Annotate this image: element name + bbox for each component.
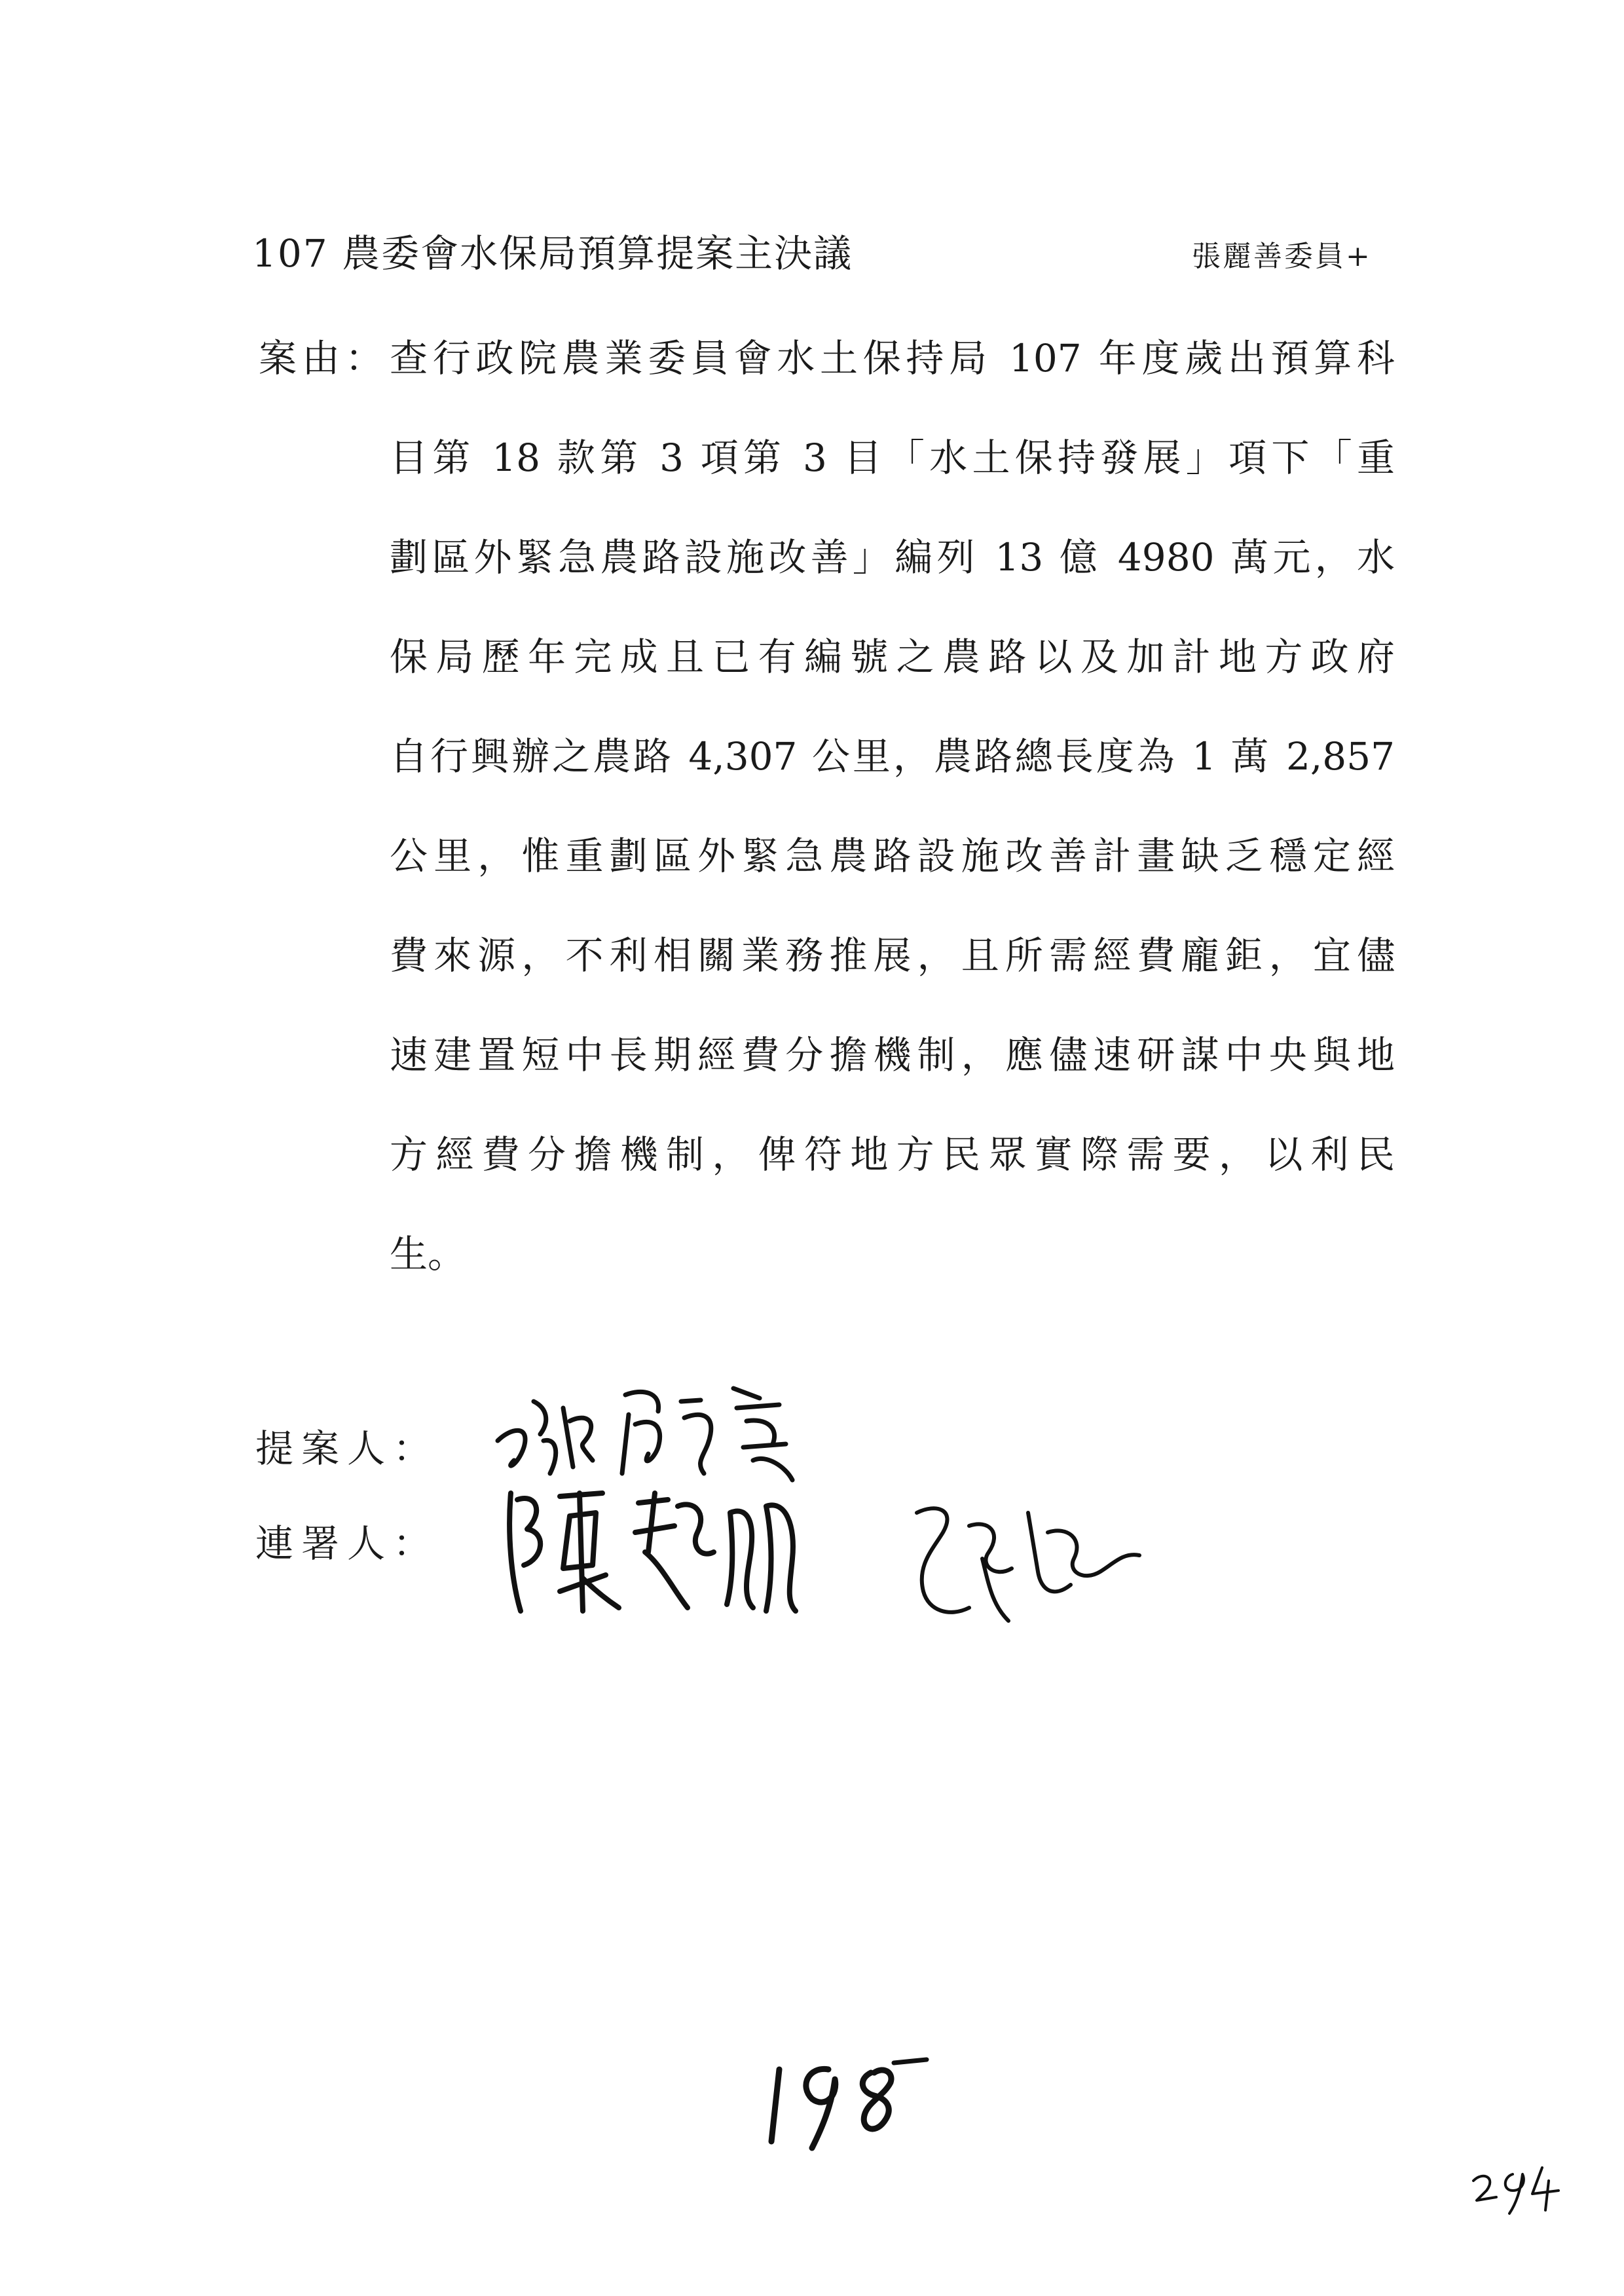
reason-line: 公里，惟重劃區外緊急農路設施改善計畫缺乏穩定經 bbox=[390, 834, 1395, 878]
proposer-label: 提案人： bbox=[255, 1426, 439, 1471]
reason-line: 劃區外緊急農路設施改善」編列 13 億 4980 萬元，水 bbox=[390, 535, 1395, 580]
cosigner-signature bbox=[897, 1487, 1172, 1644]
document-title: 107 農委會水保局預算提案主決議 bbox=[252, 231, 853, 276]
handwritten-corner-number bbox=[1467, 2161, 1572, 2220]
handwritten-page-number bbox=[753, 2043, 936, 2155]
cosigner-signature bbox=[498, 1467, 838, 1637]
reason-line: 目第 18 款第 3 項第 3 目「水土保持發展」項下「重 bbox=[390, 435, 1395, 480]
reason-label: 案由： bbox=[259, 336, 389, 380]
reason-line: 速建置短中長期經費分擔機制，應儘速研謀中央與地 bbox=[390, 1033, 1395, 1077]
reason-line: 保局歷年完成且已有編號之農路以及加計地方政府 bbox=[390, 635, 1395, 679]
reason-line: 自行興辦之農路 4,307 公里，農路總長度為 1 萬 2,857 bbox=[390, 734, 1395, 779]
reason-line: 查行政院農業委員會水土保持局 107 年度歲出預算科 bbox=[390, 336, 1395, 380]
reason-line: 生。 bbox=[390, 1232, 466, 1276]
cosigner-label: 連署人： bbox=[255, 1521, 439, 1566]
reason-line: 費來源，不利相關業務推展，且所需經費龐鉅，宜儘 bbox=[390, 933, 1395, 978]
reason-line: 方經費分擔機制，俾符地方民眾實際需要，以利民 bbox=[390, 1132, 1395, 1177]
author-name: 張麗善委員+ bbox=[1192, 240, 1372, 273]
